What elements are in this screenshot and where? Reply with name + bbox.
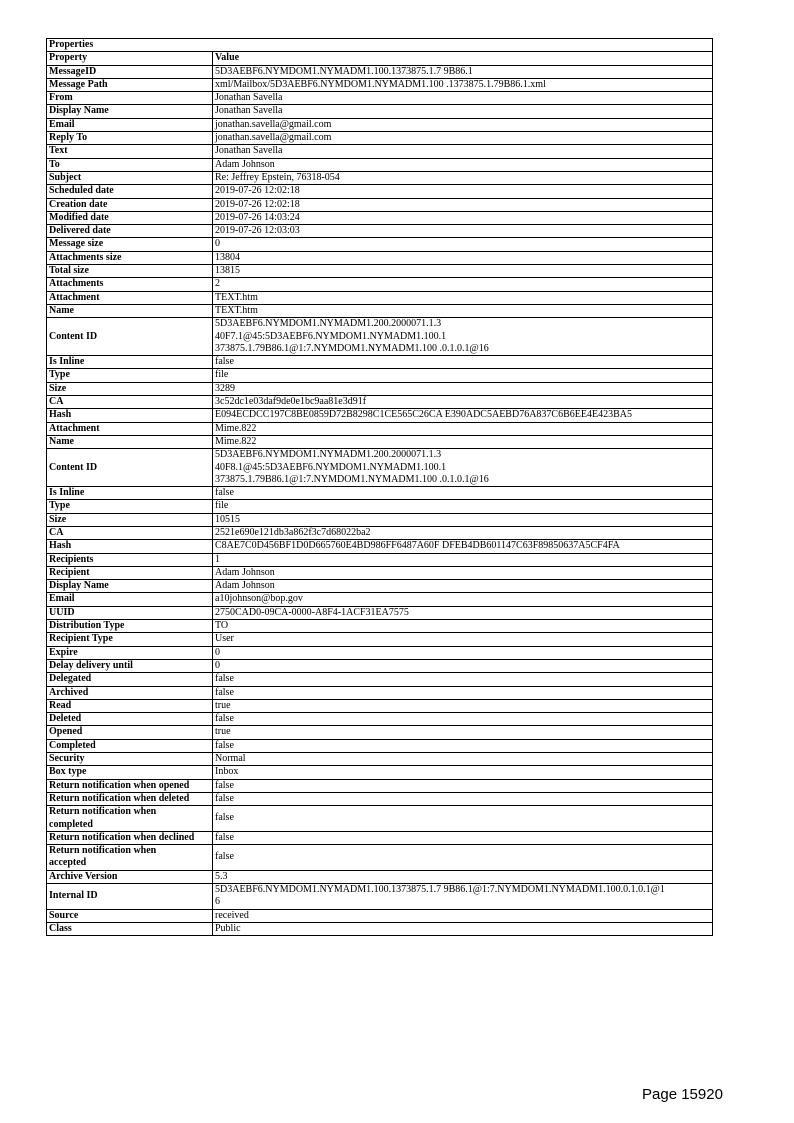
- property-name: Recipient Type: [47, 633, 213, 646]
- property-name: Content ID: [47, 318, 213, 356]
- property-name: Attachment: [47, 422, 213, 435]
- table-row: [47, 686, 713, 699]
- property-name: Return notification when opened: [47, 779, 213, 792]
- property-value: 0: [213, 238, 713, 251]
- table-row: [47, 922, 713, 935]
- table-row: [47, 78, 713, 91]
- table-row: [47, 526, 713, 539]
- property-name: Internal ID: [47, 884, 213, 910]
- property-name: CA: [47, 396, 213, 409]
- table-row: [47, 396, 713, 409]
- property-name: MessageID: [47, 65, 213, 78]
- property-name: Total size: [47, 265, 213, 278]
- table-row: [47, 211, 713, 224]
- section-header-row: [47, 39, 713, 52]
- table-row: [47, 105, 713, 118]
- property-name: Is Inline: [47, 487, 213, 500]
- property-name: Message Path: [47, 78, 213, 91]
- property-value: true: [213, 699, 713, 712]
- table-row: [47, 845, 713, 871]
- property-value: TEXT.htm: [213, 291, 713, 304]
- table-row: [47, 513, 713, 526]
- property-value: TEXT.htm: [213, 304, 713, 317]
- table-row: [47, 806, 713, 832]
- table-row: [47, 606, 713, 619]
- table-row: [47, 171, 713, 184]
- property-value: 5D3AEBF6.NYMDOM1.NYMADM1.200.2000071.1.3 40F7.1@45:5D3AEBF6.NYMDOM1.NYMADM1.100.1 373875.1.79B86.1@1:7.NYMDOM1.NYMADM1.100 .0.1.0.1@16: [213, 318, 713, 356]
- property-name: Is Inline: [47, 356, 213, 369]
- property-name: Return notification when declined: [47, 831, 213, 844]
- property-value: Jonathan Savella: [213, 145, 713, 158]
- property-value: false: [213, 779, 713, 792]
- table-row: [47, 449, 713, 487]
- property-value: 2521e690e121db3a862f3c7d68022ba2: [213, 526, 713, 539]
- table-row: [47, 487, 713, 500]
- table-row: [47, 118, 713, 131]
- property-name: Delegated: [47, 673, 213, 686]
- property-value: Jonathan Savella: [213, 105, 713, 118]
- table-row: [47, 884, 713, 910]
- property-name: Security: [47, 753, 213, 766]
- table-row: [47, 699, 713, 712]
- property-column-header: Property: [47, 52, 213, 65]
- property-value: C8AE7C0D456BF1D0D665760E4BD986FF6487A60F DFEB4DB601147C63F89850637A5CF4FA: [213, 540, 713, 553]
- property-name: Display Name: [47, 580, 213, 593]
- table-row: [47, 753, 713, 766]
- table-row: [47, 909, 713, 922]
- property-name: Hash: [47, 540, 213, 553]
- property-name: CA: [47, 526, 213, 539]
- table-row: [47, 65, 713, 78]
- property-value: jonathan.savella@gmail.com: [213, 118, 713, 131]
- table-row: [47, 291, 713, 304]
- property-name: Content ID: [47, 449, 213, 487]
- properties-table-body: [47, 39, 713, 936]
- property-name: Delay delivery until: [47, 659, 213, 672]
- table-row: [47, 238, 713, 251]
- table-row: [47, 870, 713, 883]
- property-value: 2019-07-26 12:02:18: [213, 185, 713, 198]
- property-value: 2019-07-26 14:03:24: [213, 211, 713, 224]
- table-row: [47, 265, 713, 278]
- property-value: 0: [213, 659, 713, 672]
- property-name: Text: [47, 145, 213, 158]
- property-name: Delivered date: [47, 225, 213, 238]
- table-row: [47, 726, 713, 739]
- table-row: [47, 646, 713, 659]
- property-value: 3c52dc1e03daf9de0e1bc9aa81e3d91f: [213, 396, 713, 409]
- property-value: false: [213, 673, 713, 686]
- property-name: Type: [47, 369, 213, 382]
- table-row: [47, 500, 713, 513]
- table-row: [47, 92, 713, 105]
- property-value: false: [213, 713, 713, 726]
- property-value: 0: [213, 646, 713, 659]
- property-value: 1: [213, 553, 713, 566]
- table-row: [47, 633, 713, 646]
- property-name: Name: [47, 304, 213, 317]
- section-title: Properties: [47, 39, 713, 52]
- table-row: [47, 409, 713, 422]
- table-row: [47, 422, 713, 435]
- property-name: Read: [47, 699, 213, 712]
- property-name: Return notification when completed: [47, 806, 213, 832]
- table-row: [47, 713, 713, 726]
- table-row: [47, 145, 713, 158]
- property-value: Adam Johnson: [213, 566, 713, 579]
- property-value: Jonathan Savella: [213, 92, 713, 105]
- table-row: [47, 369, 713, 382]
- property-value: Adam Johnson: [213, 158, 713, 171]
- table-row: [47, 739, 713, 752]
- table-row: [47, 278, 713, 291]
- property-name: UUID: [47, 606, 213, 619]
- property-name: Size: [47, 382, 213, 395]
- table-row: [47, 185, 713, 198]
- property-value: 5.3: [213, 870, 713, 883]
- property-name: Type: [47, 500, 213, 513]
- table-row: [47, 553, 713, 566]
- property-name: Completed: [47, 739, 213, 752]
- property-name: Recipient: [47, 566, 213, 579]
- property-value: false: [213, 487, 713, 500]
- property-name: Modified date: [47, 211, 213, 224]
- property-value: E094ECDCC197C8BE0859D72B8298C1CE565C26CA E390ADC5AEBD76A837C6B6EE4E423BA5: [213, 409, 713, 422]
- property-value: false: [213, 739, 713, 752]
- property-value: false: [213, 356, 713, 369]
- property-value: TO: [213, 620, 713, 633]
- property-name: Email: [47, 118, 213, 131]
- table-row: [47, 831, 713, 844]
- property-name: Return notification when accepted: [47, 845, 213, 871]
- property-name: Class: [47, 922, 213, 935]
- property-value: a10johnson@bop.gov: [213, 593, 713, 606]
- property-value: false: [213, 792, 713, 805]
- property-value: false: [213, 831, 713, 844]
- table-row: [47, 198, 713, 211]
- property-name: Source: [47, 909, 213, 922]
- table-row: [47, 435, 713, 448]
- table-row: [47, 356, 713, 369]
- property-value: false: [213, 686, 713, 699]
- table-row: [47, 659, 713, 672]
- table-row: [47, 766, 713, 779]
- property-value: 5D3AEBF6.NYMDOM1.NYMADM1.200.2000071.1.3 40F8.1@45:5D3AEBF6.NYMDOM1.NYMADM1.100.1 373875.1.79B86.1@1:7.NYMDOM1.NYMADM1.100 .0.1.0.1@16: [213, 449, 713, 487]
- property-value: Adam Johnson: [213, 580, 713, 593]
- property-value: 2: [213, 278, 713, 291]
- property-name: Message size: [47, 238, 213, 251]
- property-name: To: [47, 158, 213, 171]
- property-value: Inbox: [213, 766, 713, 779]
- property-name: Distribution Type: [47, 620, 213, 633]
- property-name: Return notification when deleted: [47, 792, 213, 805]
- property-value: file: [213, 369, 713, 382]
- property-name: Attachments size: [47, 251, 213, 264]
- property-value: 5D3AEBF6.NYMDOM1.NYMADM1.100.1373875.1.7 9B86.1: [213, 65, 713, 78]
- property-value: jonathan.savella@gmail.com: [213, 132, 713, 145]
- property-name: Attachment: [47, 291, 213, 304]
- property-value: xml/Mailbox/5D3AEBF6.NYMDOM1.NYMADM1.100 .1373875.1.79B86.1.xml: [213, 78, 713, 91]
- property-name: Email: [47, 593, 213, 606]
- property-value: 5D3AEBF6.NYMDOM1.NYMADM1.100.1373875.1.7 9B86.1@1:7.NYMDOM1.NYMADM1.100.0.1.0.1@1 6: [213, 884, 713, 910]
- property-value: false: [213, 806, 713, 832]
- property-value: User: [213, 633, 713, 646]
- property-value: Mime.822: [213, 435, 713, 448]
- property-name: Box type: [47, 766, 213, 779]
- property-name: Deleted: [47, 713, 213, 726]
- property-name: From: [47, 92, 213, 105]
- property-name: Recipients: [47, 553, 213, 566]
- table-row: [47, 673, 713, 686]
- table-row: [47, 620, 713, 633]
- property-value: Public: [213, 922, 713, 935]
- property-value: Mime.822: [213, 422, 713, 435]
- property-name: Creation date: [47, 198, 213, 211]
- property-value: 2019-07-26 12:02:18: [213, 198, 713, 211]
- property-value: 13804: [213, 251, 713, 264]
- column-header-row: [47, 52, 713, 65]
- property-name: Reply To: [47, 132, 213, 145]
- table-row: [47, 251, 713, 264]
- table-row: [47, 580, 713, 593]
- table-row: [47, 792, 713, 805]
- property-value: Normal: [213, 753, 713, 766]
- properties-table: [46, 38, 713, 936]
- property-value: 2019-07-26 12:03:03: [213, 225, 713, 238]
- value-column-header: Value: [213, 52, 713, 65]
- property-value: Re: Jeffrey Epstein, 76318-054: [213, 171, 713, 184]
- property-name: Opened: [47, 726, 213, 739]
- property-name: Archived: [47, 686, 213, 699]
- table-row: [47, 225, 713, 238]
- table-row: [47, 304, 713, 317]
- property-value: file: [213, 500, 713, 513]
- property-name: Expire: [47, 646, 213, 659]
- property-value: false: [213, 845, 713, 871]
- property-value: 2750CAD0-09CA-0000-A8F4-1ACF31EA7575: [213, 606, 713, 619]
- property-name: Subject: [47, 171, 213, 184]
- table-row: [47, 566, 713, 579]
- table-row: [47, 779, 713, 792]
- property-name: Size: [47, 513, 213, 526]
- property-value: 13815: [213, 265, 713, 278]
- property-name: Name: [47, 435, 213, 448]
- table-row: [47, 593, 713, 606]
- table-row: [47, 132, 713, 145]
- page-number: Page 15920: [642, 1086, 723, 1103]
- table-row: [47, 382, 713, 395]
- property-name: Archive Version: [47, 870, 213, 883]
- property-value: 3289: [213, 382, 713, 395]
- property-value: 10515: [213, 513, 713, 526]
- property-value: received: [213, 909, 713, 922]
- property-name: Attachments: [47, 278, 213, 291]
- property-name: Display Name: [47, 105, 213, 118]
- property-value: true: [213, 726, 713, 739]
- table-row: [47, 158, 713, 171]
- table-row: [47, 318, 713, 356]
- property-name: Hash: [47, 409, 213, 422]
- property-name: Scheduled date: [47, 185, 213, 198]
- table-row: [47, 540, 713, 553]
